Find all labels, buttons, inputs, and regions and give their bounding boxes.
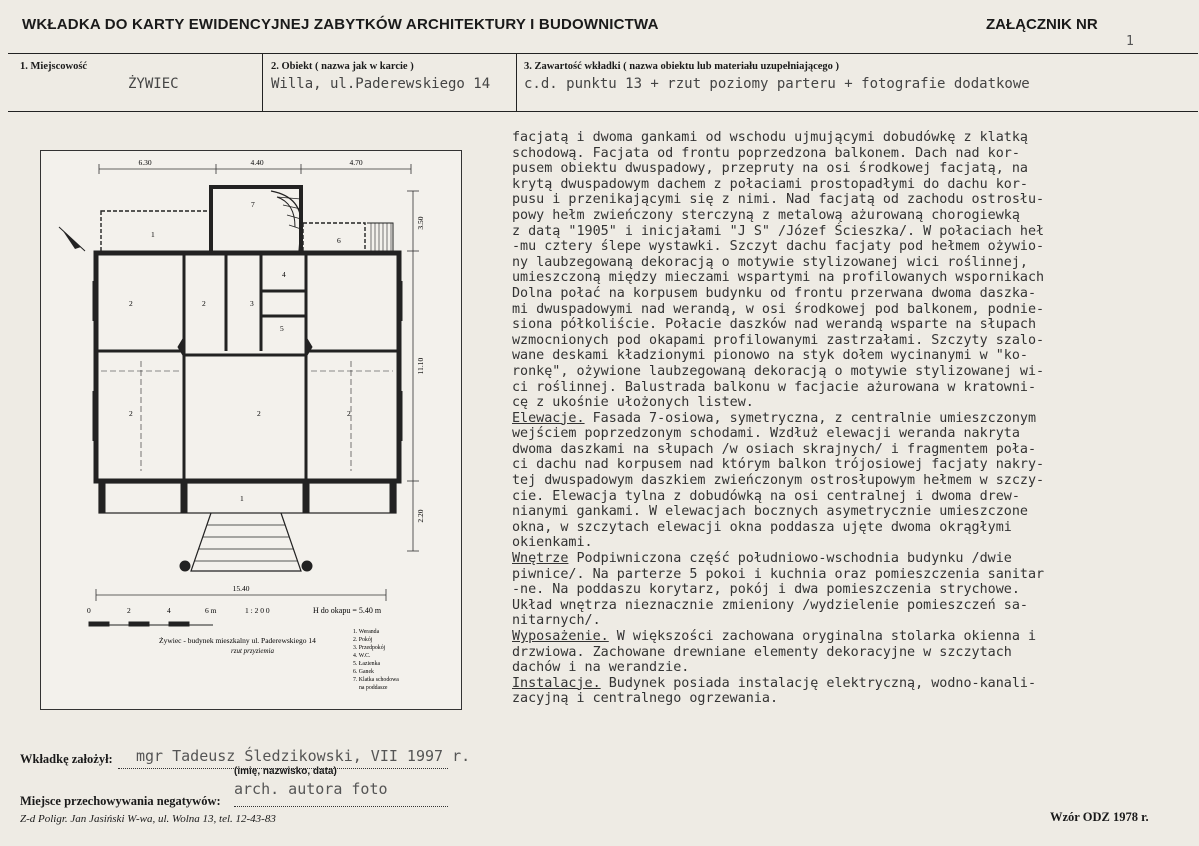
dim-label-top-3: 4.70 — [349, 158, 363, 167]
object-label: 2. Obiekt ( nazwa jak w karcie ) — [271, 61, 414, 72]
founded-by-hint: (imię, nazwisko, data) — [234, 766, 337, 777]
object-value: Willa, ul.Paderewskiego 14 — [271, 76, 491, 92]
floor-plan-drawing — [41, 151, 461, 709]
description-line: wane deskami kładzionymi pionowo na styk dołem wycinanymi w "ko- — [512, 348, 1028, 364]
description-line: z datą "1905" i inicjałami "J S" /Józef Ścieszka/. W połaciach heł — [512, 223, 1045, 239]
contents-label: 3. Zawartość wkładki ( nazwa obiektu lub materiału uzupełniającego ) — [524, 61, 840, 72]
description-line: drzwiowa. Zachowane drewniane elementy dekoracyjne w szczytach — [512, 644, 1012, 660]
attachment-number: 1 — [1126, 34, 1134, 49]
legend-item: 1. Weranda — [353, 629, 380, 635]
section-heading-wyposazenie: Wyposażenie. — [512, 629, 609, 644]
room-number: 5 — [280, 324, 284, 333]
legend-item: 5. Łazienka — [353, 661, 381, 667]
section-heading-instalacje: Instalacje. — [512, 675, 601, 691]
description-line: okienkami. — [512, 535, 593, 551]
floor-plan-frame — [40, 150, 462, 710]
founded-by-label: Wkładkę założył: — [20, 752, 113, 766]
description-line: mi dwuspadowymi nad werandą, w osi środkowej pod balkonem, podnie- — [512, 301, 1045, 317]
locality-label: 1. Miejscowość — [20, 61, 88, 72]
rear-porch-left — [101, 211, 211, 253]
room-number: 2 — [347, 409, 351, 418]
main-building-outline — [96, 253, 399, 481]
room-number: 2 — [129, 299, 133, 308]
description-line: ci dachu nad korpusem nad którym balkon trójosiowej facjaty nakry- — [512, 457, 1045, 473]
scale-tick-label: 6 m — [205, 606, 217, 615]
founded-by-value: mgr Tadeusz Śledzikowski, VII 1997 r. — [136, 747, 471, 765]
description-line: powy hełm zwieńczony sterczyną z metalową ażurowaną chorogiewką — [512, 207, 1020, 223]
negatives-location-value: arch. autora foto — [234, 780, 388, 798]
field-divider-2 — [516, 53, 517, 111]
plan-caption-title: Żywiec - budynek mieszkalny ul. Paderewskiego 14 — [159, 636, 316, 645]
description-line: ci roślinnej. Balustrada balkonu w facjacie ażurowana w kratowni- — [512, 379, 1037, 395]
spiral-stair — [271, 191, 301, 251]
description-line: siona półkoliście. Połacie daszków nad werandą wsparte na słupach — [512, 317, 1037, 333]
description-line: umieszczoną między mieczami wspartymi na profilowanych wspornikach — [512, 270, 1045, 286]
legend-item: na poddasze — [359, 685, 388, 691]
description-line: wzmocnionych pod okapami profilowanymi zastrzałami. Szczyty szalo- — [512, 332, 1045, 348]
contents-value: c.d. punktu 13 + rzut poziomy parteru + fotografie dodatkowe — [524, 76, 1030, 92]
description-line: nianymi gankami. W elewacjach bocznych asymetrycznie umieszczone — [512, 504, 1028, 520]
description-line: krytą dwuspadowym dachem z połaciami prostopadłymi do dachu kor- — [512, 176, 1028, 192]
room-number: 4 — [282, 270, 286, 279]
dim-label-right-1: 3.50 — [416, 216, 425, 230]
entrance-stairs — [191, 513, 301, 571]
legend-item: 2. Pokój — [353, 637, 373, 643]
dim-label-bottom: 15.40 — [232, 584, 250, 593]
description-line: piwnice/. Na parterze 5 pokoi i kuchnia oraz pomieszczenia sanitar — [512, 566, 1045, 582]
room-number: 2 — [202, 299, 206, 308]
description-line: zacyjną i centralnego ogrzewania. — [512, 691, 779, 707]
legend-item: 7. Klatka schodowa — [353, 677, 399, 683]
description-line: pusu i przenikającymi się z nimi. Nad facjatą od zachodu ostrosłu- — [512, 192, 1045, 208]
dim-label-top-1: 6.30 — [138, 158, 152, 167]
plan-caption-sub: rzut przyziemia — [231, 647, 274, 655]
description-line: ny laubzegowaną dekoracją o motywie stylizowanej wici roślinnej, — [512, 254, 1028, 270]
header-bottom-rule — [8, 111, 1198, 112]
description-line: tej dwuspadowym daszkiem zwieńczonym ostrosłupowym hełmem w szczy- — [512, 473, 1045, 489]
description-line: Fasada 7-osiowa, symetryczna, z centralnie umieszczonym — [584, 410, 1037, 426]
description-line: okna, w szczytach elewacji okna poddasza ujęte dwoma okrągłymi — [512, 519, 1012, 535]
scale-ratio: 1 : 2 0 0 — [245, 606, 270, 615]
description-line: cie. Elewacja tylna z dobudówką na osi centralnej i dwoma drew- — [512, 488, 1020, 504]
scale-tick-label: 0 — [87, 606, 91, 615]
description-line: Podpiwniczona część południowo-wschodnia budynku /dwie — [568, 551, 1012, 567]
dim-label-right-2: 11.10 — [416, 357, 425, 375]
room-number: 2 — [257, 409, 261, 418]
room-number: 3 — [250, 299, 254, 308]
description-line: Dolna połać na korpusem budynku od frontu przerwana dwoma daszka- — [512, 285, 1037, 301]
dim-label-top-2: 4.40 — [250, 158, 264, 167]
description-line: ronkę", ożywione laubzegowaną dekoracją o motywie stylizowanej wi- — [512, 363, 1045, 379]
rear-porch-right — [303, 223, 365, 253]
description-line: Budynek posiada instalację elektryczną, wodno-kanali- — [600, 675, 1037, 691]
description-line: nitarnych/. — [512, 613, 601, 629]
legend-item: 6. Ganek — [353, 669, 374, 675]
locality-value: ŻYWIEC — [128, 76, 179, 92]
negatives-dotted-line — [234, 806, 448, 807]
front-veranda — [99, 483, 396, 513]
room-number: 1 — [240, 494, 244, 503]
document-title: WKŁADKA DO KARTY EWIDENCYJNEJ ZABYTKÓW ARCHITEKTURY I BUDOWNICTWA — [22, 16, 659, 33]
description-line: W większości zachowana oryginalna stolarka okienna i — [608, 629, 1037, 644]
description-line: dwoma daszkami na słupach /w osiach skrajnych/ i fragmentem poła- — [512, 441, 1037, 457]
room-number: 6 — [337, 236, 341, 245]
description-line: cę z ukośnie ułożonych listew. — [512, 395, 754, 411]
room-number: 2 — [129, 409, 133, 418]
north-arrow — [59, 227, 85, 251]
description-line: pusem obiektu dwuspadowy, przepruty na osi środkowej facjatą, na — [512, 161, 1028, 177]
description-line: schodową. Facjata od frontu poprzedzona balkonem. Dach nad kor- — [512, 145, 1020, 161]
room-number: 1 — [151, 230, 155, 239]
legend-item: 4. W.C. — [353, 653, 371, 659]
section-heading-elewacje: Elewacje. — [512, 410, 585, 426]
description-line: facjatą i dwoma gankami od wschodu ujmującymi dobudówkę z klatką — [512, 130, 1028, 145]
description-line: -ne. Na poddaszu korytarz, pokój i dwa pomieszczenia strychowe. — [512, 582, 1020, 598]
description-text — [512, 130, 1192, 707]
legend-item: 3. Przedpokój — [353, 645, 386, 651]
dim-label-right-3: 2.20 — [416, 509, 425, 523]
scale-tick-label: 4 — [167, 606, 171, 615]
attachment-label: ZAŁĄCZNIK NR — [986, 16, 1098, 33]
description-line: Układ wnętrza nieznacznie zmieniony /wydzielenie pomieszczeń sa- — [512, 597, 1028, 613]
form-identifier: Wzór ODZ 1978 r. — [1050, 810, 1149, 824]
scale-bar — [89, 622, 213, 626]
printer-imprint: Z-d Poligr. Jan Jasiński W-wa, ul. Wolna 13, tel. 12-43-83 — [20, 813, 276, 825]
scale-tick-label: 2 — [127, 606, 131, 615]
eaves-height: H do okapu = 5.40 m — [313, 606, 382, 615]
negatives-location-label: Miejsce przechowywania negatywów: — [20, 794, 221, 808]
header-top-rule — [8, 53, 1198, 54]
room-number: 7 — [251, 200, 255, 209]
field-divider-1 — [262, 53, 263, 111]
section-heading-wnetrze: Wnętrze — [512, 551, 569, 567]
description-line: dachów i na werandzie. — [512, 660, 690, 676]
description-line: wejściem poprzedzonym schodami. Wzdłuż elewacji weranda nakryta — [512, 426, 1020, 442]
description-line: -mu cztery ślepe wystawki. Szczyt dachu facjaty pod hełmem ożywio- — [512, 239, 1045, 255]
